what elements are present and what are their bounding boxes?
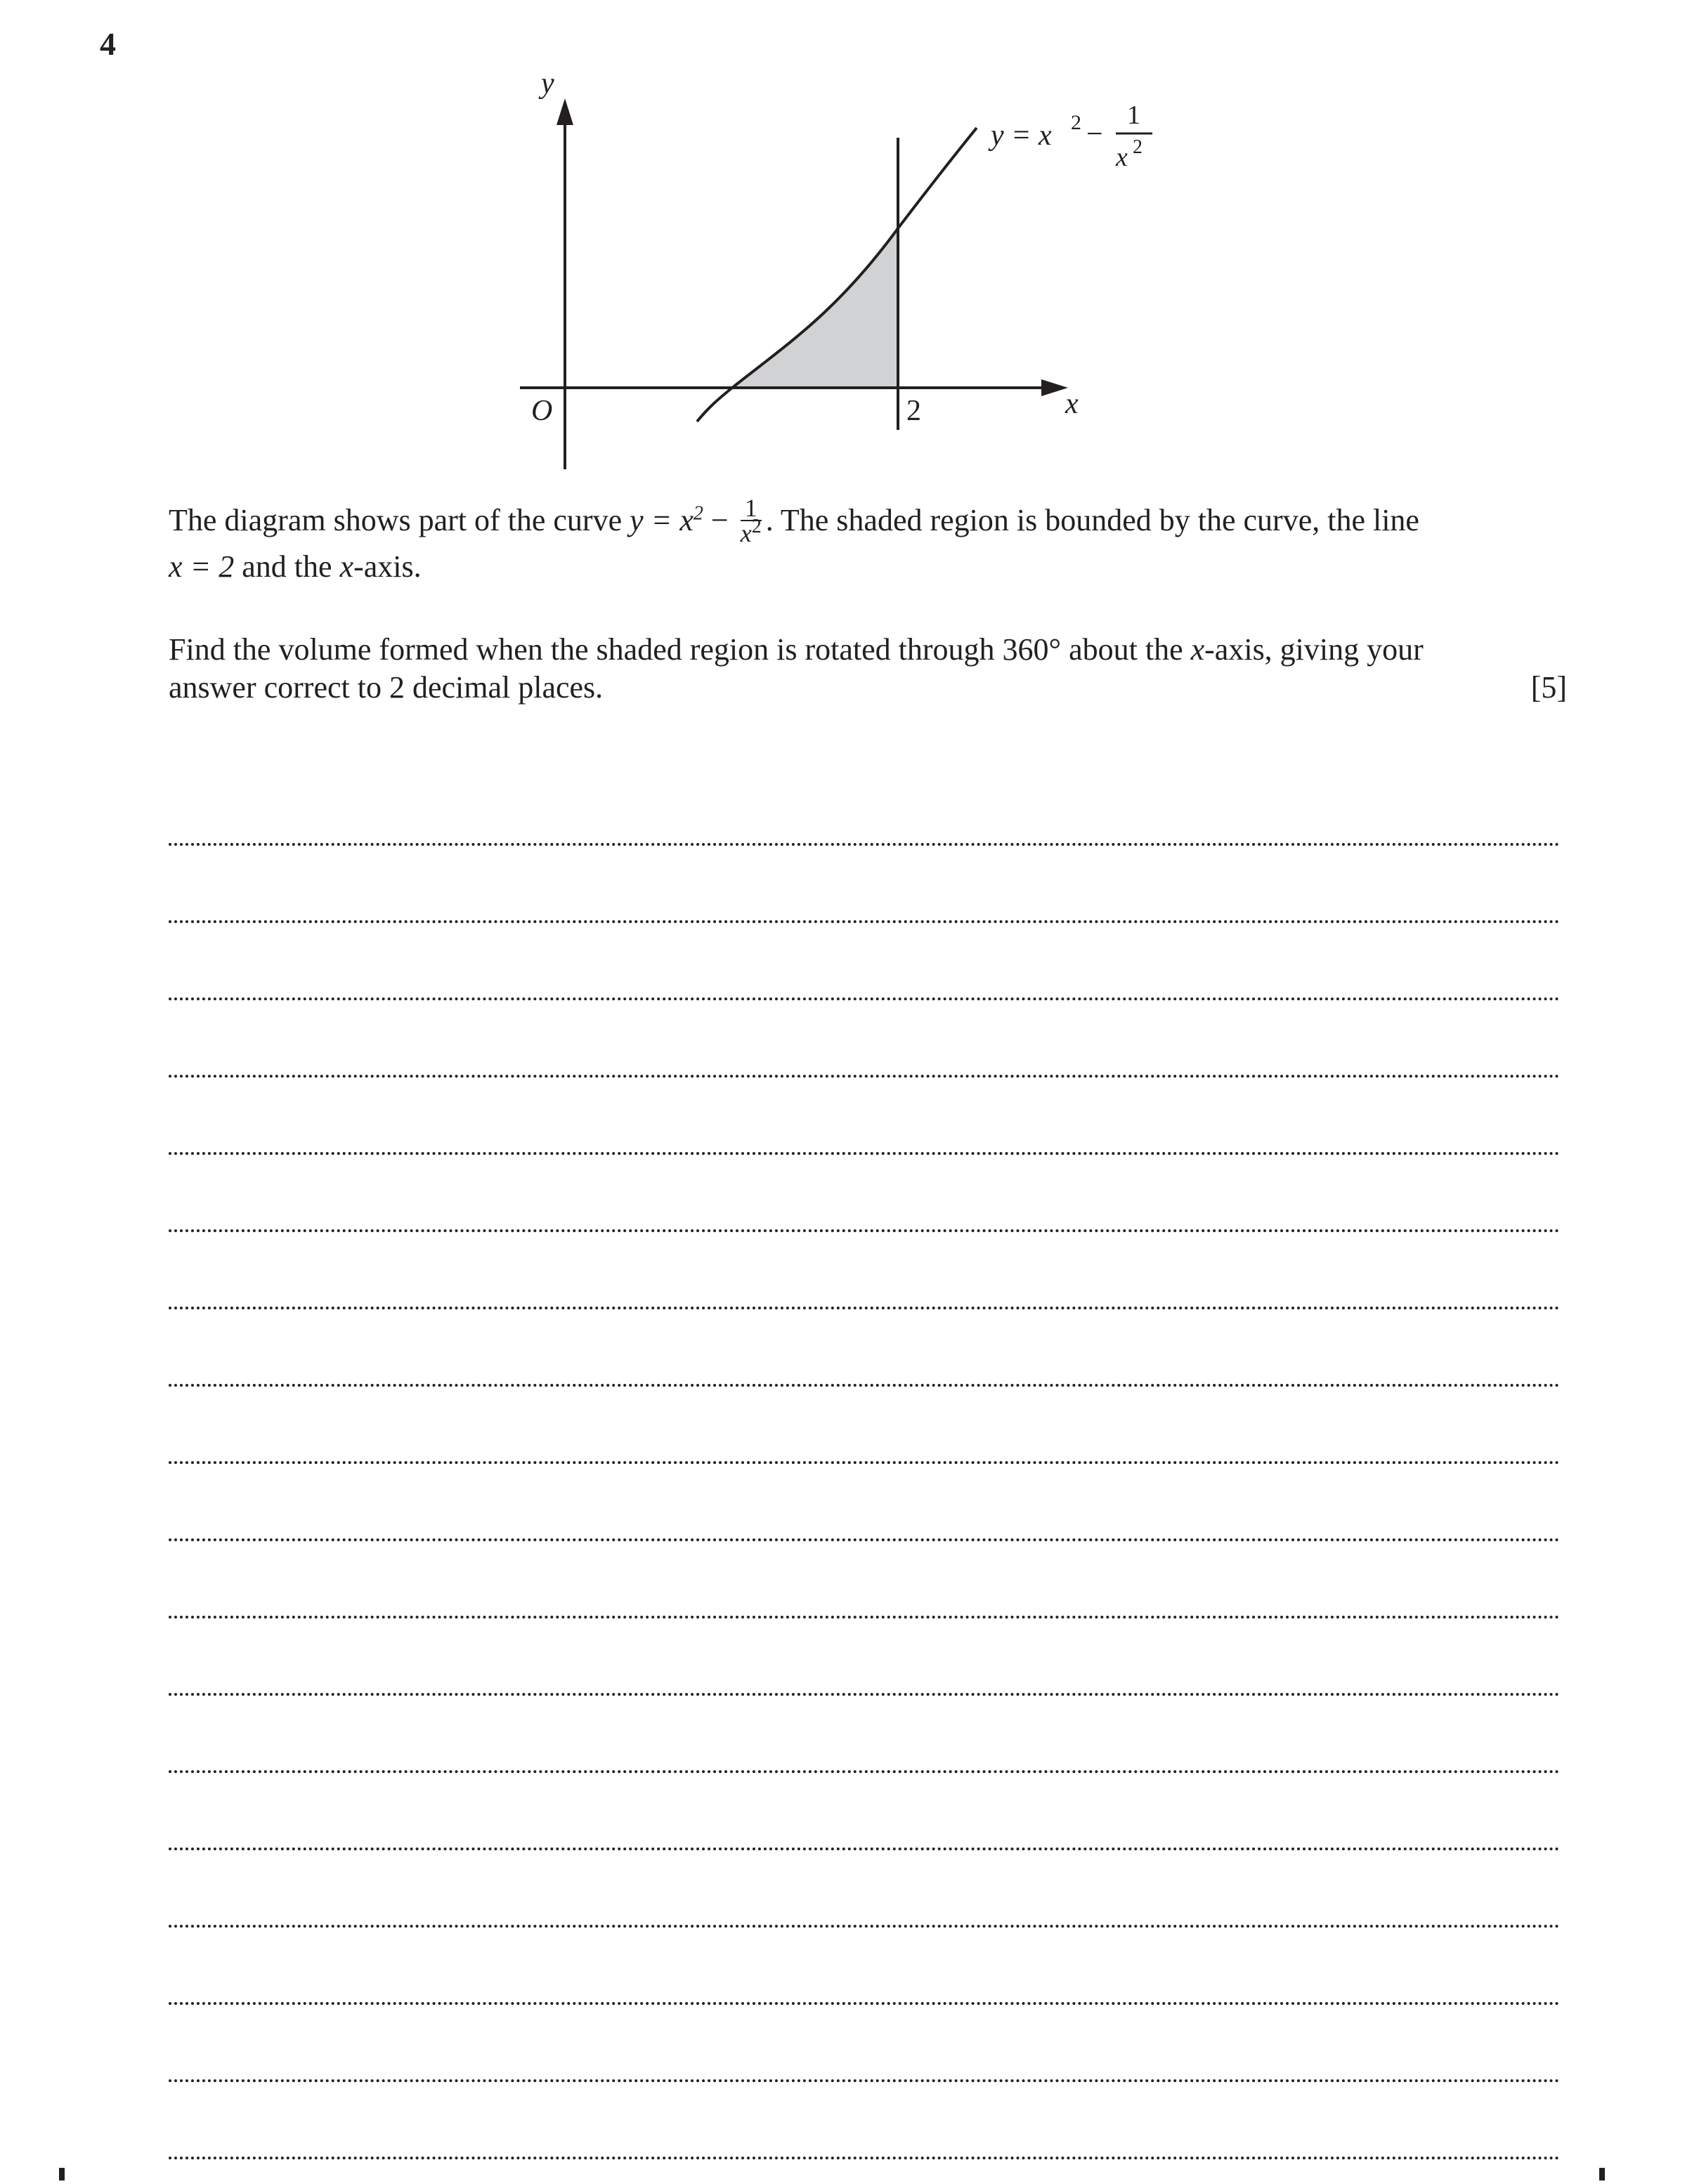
page-number: 4 xyxy=(100,26,116,62)
answer-line[interactable] xyxy=(169,2005,1560,2082)
answer-line[interactable] xyxy=(169,1696,1560,1773)
question-statement xyxy=(169,494,1567,586)
curve-label-numerator: 1 xyxy=(1127,100,1140,130)
task-line-1-start: Find the volume formed when the shaded region is rotated through 360° about the xyxy=(169,632,1191,667)
marks-indicator: [5] xyxy=(1530,670,1567,705)
curve-label-minus: − xyxy=(1086,118,1103,150)
y-axis-label: y xyxy=(541,67,554,100)
x-axis-arrow xyxy=(1041,379,1068,396)
answer-line[interactable] xyxy=(169,923,1560,1000)
answer-line[interactable] xyxy=(169,1078,1560,1155)
answer-line[interactable] xyxy=(169,2082,1560,2159)
answer-line[interactable] xyxy=(169,769,1560,846)
task-line-1-variable: x xyxy=(1190,632,1205,667)
answer-line[interactable] xyxy=(169,1928,1560,2005)
task-line-1-end: -axis, giving your xyxy=(1204,632,1424,667)
question-task xyxy=(169,631,1567,707)
fraction-denominator-var: x xyxy=(740,519,752,547)
answer-line[interactable] xyxy=(169,1309,1560,1387)
question-line-1-end: . The shaded region is bounded by the curve, the line xyxy=(765,503,1419,538)
question-line-2 xyxy=(169,548,1567,586)
answer-line[interactable] xyxy=(169,1155,1560,1232)
shaded-region xyxy=(732,228,898,388)
fraction-denominator-exponent: 2 xyxy=(751,516,762,537)
task-line-1 xyxy=(169,631,1567,669)
origin-label: O xyxy=(531,395,553,427)
question-line-1 xyxy=(169,494,1567,548)
x-axis-label: x xyxy=(1065,388,1079,420)
answer-line[interactable] xyxy=(169,1232,1560,1309)
question-line-2-variable: x xyxy=(339,549,354,584)
task-line-2 xyxy=(169,669,1567,707)
answer-line[interactable] xyxy=(169,1387,1560,1464)
question-equation-fraction xyxy=(741,496,762,545)
curve-label-lhs: y = x xyxy=(991,119,1052,152)
crop-mark-right xyxy=(1599,2168,1605,2180)
task-line-1-text xyxy=(169,631,1424,669)
question-equation-minus: − xyxy=(703,503,736,538)
answer-line[interactable] xyxy=(169,1464,1560,1541)
question-equation-exponent: 2 xyxy=(693,502,703,525)
answer-lines[interactable] xyxy=(169,769,1560,2159)
question-line-2-equation: x = 2 xyxy=(169,549,235,584)
line-label: 2 xyxy=(906,395,921,427)
answer-line[interactable] xyxy=(169,1619,1560,1696)
answer-line[interactable] xyxy=(169,846,1560,923)
crop-mark-left xyxy=(59,2168,65,2180)
answer-line[interactable] xyxy=(169,1541,1560,1619)
question-line-2-mid: and the xyxy=(234,549,340,584)
task-line-2-text: answer correct to 2 decimal places. xyxy=(169,670,604,705)
curve-label-denominator-exponent: 2 xyxy=(1133,136,1143,158)
question-line-2-end: -axis. xyxy=(353,549,422,584)
fraction-denominator xyxy=(740,516,762,547)
question-equation xyxy=(630,494,766,547)
answer-line[interactable] xyxy=(169,1850,1560,1928)
curve-equation-label xyxy=(988,100,1152,172)
curve-label-denominator: x xyxy=(1116,143,1128,172)
answer-line[interactable] xyxy=(169,1773,1560,1850)
question-equation-lhs: y = x xyxy=(630,503,694,538)
question-line-1-text xyxy=(169,494,1419,548)
fraction-numerator: 1 xyxy=(741,496,762,521)
answer-line[interactable] xyxy=(169,1000,1560,1078)
curve-label-exponent: 2 xyxy=(1071,111,1081,134)
curve-diagram xyxy=(0,0,1699,492)
y-axis-arrow xyxy=(556,98,573,125)
question-line-1-start: The diagram shows part of the curve xyxy=(169,503,630,538)
